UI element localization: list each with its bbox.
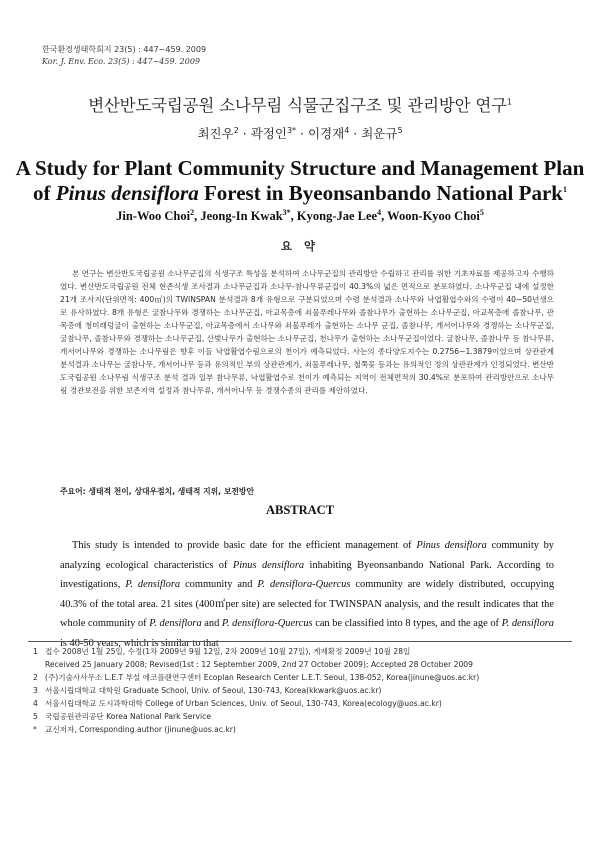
footnote <box>33 671 573 684</box>
english-author-affiliation-mark: 5 <box>479 207 484 217</box>
species-name: P. densiflora <box>501 618 554 630</box>
footnote-rule <box>28 641 572 642</box>
english-title-footnote-mark: 1 <box>562 185 567 194</box>
footnote <box>33 684 573 697</box>
running-header <box>42 44 206 68</box>
korean-title <box>0 92 600 116</box>
english-author-separator: , <box>290 209 297 223</box>
korean-author-separator: · <box>296 126 308 141</box>
english-author-name: Woon-Kyoo Choi <box>387 209 480 223</box>
abstract-heading: ABSTRACT <box>265 503 335 517</box>
footnote-number: 5 <box>33 712 38 721</box>
korean-author-name: 이경재 <box>307 126 345 141</box>
footnote <box>33 697 573 710</box>
english-authors <box>0 209 600 224</box>
abstract-text: community by analyzing ecological characteristics of <box>60 540 554 571</box>
abstract-text: community are widely distributed, occupying 40.3% of the total area. 21 sites (400㎡per site) are selected for TWINSPAN analysis, and the result indicates that the whole community of <box>60 579 555 630</box>
species-name: P. densiflora <box>125 579 181 591</box>
running-header-en: Kor. J. Env. Eco. 23(5) : 447~459. 2009 <box>42 57 200 66</box>
species-name: P. densiflora-Quercus <box>257 579 351 591</box>
english-abstract <box>60 536 554 654</box>
korean-keywords: 주요어: 생태적 천이, 상대우점치, 생태적 지위, 보전방안 <box>60 487 254 496</box>
footnote-number: 4 <box>33 699 38 708</box>
footnote <box>33 710 573 723</box>
english-author-name: Jin-Woo Choi <box>116 209 191 223</box>
abstract-text: This study is intended to provide basic date for the efficient management of <box>72 540 417 551</box>
korean-author-affiliation-mark: 3* <box>286 125 297 135</box>
english-title-line-2 <box>0 181 600 206</box>
english-author-name: Jeong-In Kwak <box>200 209 283 223</box>
footnote-text: 국립공원관리공단 Korea National Park Service <box>45 712 211 721</box>
english-author-separator: , <box>194 209 201 223</box>
korean-title-text: 변산반도국립공원 소나무림 식물군집구조 및 관리방안 연구 <box>88 96 507 115</box>
korean-author-separator: · <box>238 126 251 141</box>
species-name: Pinus densiflora <box>416 540 487 551</box>
footnote-number: * <box>33 725 37 734</box>
english-title-suffix: Forest in Byeonsanbando National Park <box>198 181 563 205</box>
english-author-name: Kyong-Jae Lee <box>296 209 378 223</box>
korean-author-name: 곽정인 <box>250 126 287 141</box>
footnote-text: 서울시립대학교 대학원 Graduate School, Univ. of Seoul, 130-743, Korea(kkwark@uos.ac.kr) <box>45 686 382 695</box>
english-title-prefix: of <box>33 181 56 205</box>
korean-author-affiliation-mark: 4 <box>344 125 350 135</box>
english-author-affiliation-mark: 4 <box>377 207 382 217</box>
footnote-number: 1 <box>33 647 38 656</box>
footnote-number: 2 <box>33 673 38 682</box>
footnote <box>33 723 573 736</box>
korean-author-separator: · <box>349 126 362 141</box>
abstract-text: and <box>201 618 222 630</box>
footnote-text: 서울시립대학교 도시과학대학 College of Urban Sciences, Univ. of Seoul, 130-743, Korea(ecology@uos.ac.kr) <box>45 699 442 708</box>
footnote-number: 3 <box>33 686 38 695</box>
korean-author-name: 최진우 <box>197 126 234 141</box>
species-name: P. densiflora-Quercus <box>221 618 313 630</box>
abstract-text: can be classified into 8 types, and the age of <box>312 618 502 630</box>
korean-author-affiliation-mark: 2 <box>233 125 239 135</box>
korean-abstract-heading: 요 약 <box>280 239 320 253</box>
running-header-kr: 한국환경생태학회지 23(5) : 447~459. 2009 <box>42 45 207 54</box>
korean-title-footnote-mark: 1 <box>506 97 512 107</box>
english-author-affiliation-mark: 3* <box>282 207 291 217</box>
species-name: P. densiflora <box>149 618 202 630</box>
korean-author-name: 최운규 <box>361 126 398 141</box>
english-title <box>0 156 600 206</box>
english-author-separator: , <box>381 209 388 223</box>
footnotes <box>33 645 573 736</box>
footnote-text: 접수 2008년 1월 25일, 수정(1차 2009년 9월 12일, 2차 2009년 10월 27일), 게재확정 2009년 10월 28일 <box>45 647 411 656</box>
footnote-text: Received 25 January 2008; Revised(1st : 12 September 2009, 2nd 27 October 2009); Accepted 28 October 2009 <box>45 660 473 669</box>
footnote <box>33 658 573 671</box>
footnote <box>33 645 573 658</box>
abstract-text: is 40-50 years, which is similar to that <box>60 637 219 649</box>
korean-authors <box>0 124 600 142</box>
korean-author-affiliation-mark: 5 <box>397 125 403 135</box>
abstract-text: community and <box>180 579 258 591</box>
english-title-species: Pinus densiflora <box>55 181 199 205</box>
english-author-affiliation-mark: 2 <box>190 207 195 217</box>
footnote-text: (주)기술사사무소 L.E.T 부설 에코플랜연구센터 Ecoplan Research Center L.E.T. Seoul, 138-052, Korea(jinune@uos.ac.kr) <box>45 673 480 682</box>
abstract-text: inhabiting Byeonsanbando National Park. According to investigations, <box>60 559 554 591</box>
korean-abstract: 본 연구는 변산반도국립공원 소나무군집의 식생구조 특성을 분석하여 소나무군집의 관리방안 수립하고 관리를 위한 기초자료를 제공하고자 수행하였다. 변산반도국립공원 전체 현존식생 조사결과 소나무군집과 소나무-참나무류군집이 40.3%의 넓은 면적으로 분포하였다. 소나무군집 내에 설정한 21개 조사지(단위면적: 400㎡)의 TWINSPAN 분석결과 8개 유형으로 구분되었으며 수령 분석결과 소나무와 낙엽활엽수와의 수령이 40~50년생으로 유사하였다. 8개 유형은 굴참나무와 경쟁하는 소나무군집, 아교목층에 쇠물푸레나무와 졸참나무가 출현하는 소나무군집, 아교목층에 졸참나무, 관목층에 청미래덩굴이 출현하는 소나무군집, 아교목층에서 소나무와 쇠물푸레가 출현하는 소나무 군집, 졸참나무, 개서어나무와 경쟁하는 소나무군집, 굴참나무, 졸참나무와 경쟁하는 소나무군집, 산벚나무가 출현하는 소나무군집, 천나무가 출현하는 소나무군집이었다. 굴참나무, 졸참나무 등 참나무류, 개서어나무와 경쟁하는 소나무림은 향후 이들 낙엽활엽수림으로의 천이가 예측되었다. 사는의 종다양도지수는 0.2756~1.3879이었으며 상관관계 분석결과 소나무는 굴참나무, 개서어나무 등과 유의적인 부의 상관관계가, 쇠물푸레나무, 철쭉꽃 등과는 유의적인 정의 상관관계가 인정되었다. 변산반도국립공원 소나무림 식생구조 분석 결과 일부 참나무류, 낙엽활엽수로 천이가 예측되는 지역이 전체면적의 30.4%로 분포하여 관리방안으로 소나무림 경관보전을 위한 보존지역 설정과 참나무류, 개서어나무 등 경쟁수종의 관리를 제안하였다. <box>60 269 554 395</box>
footnote-text: 교신저자, Corresponding author (jinune@uos.ac.kr) <box>45 725 236 734</box>
english-title-line-1: A Study for Plant Community Structure and Management Plan <box>15 156 585 180</box>
species-name: Pinus densiflora <box>232 559 305 571</box>
